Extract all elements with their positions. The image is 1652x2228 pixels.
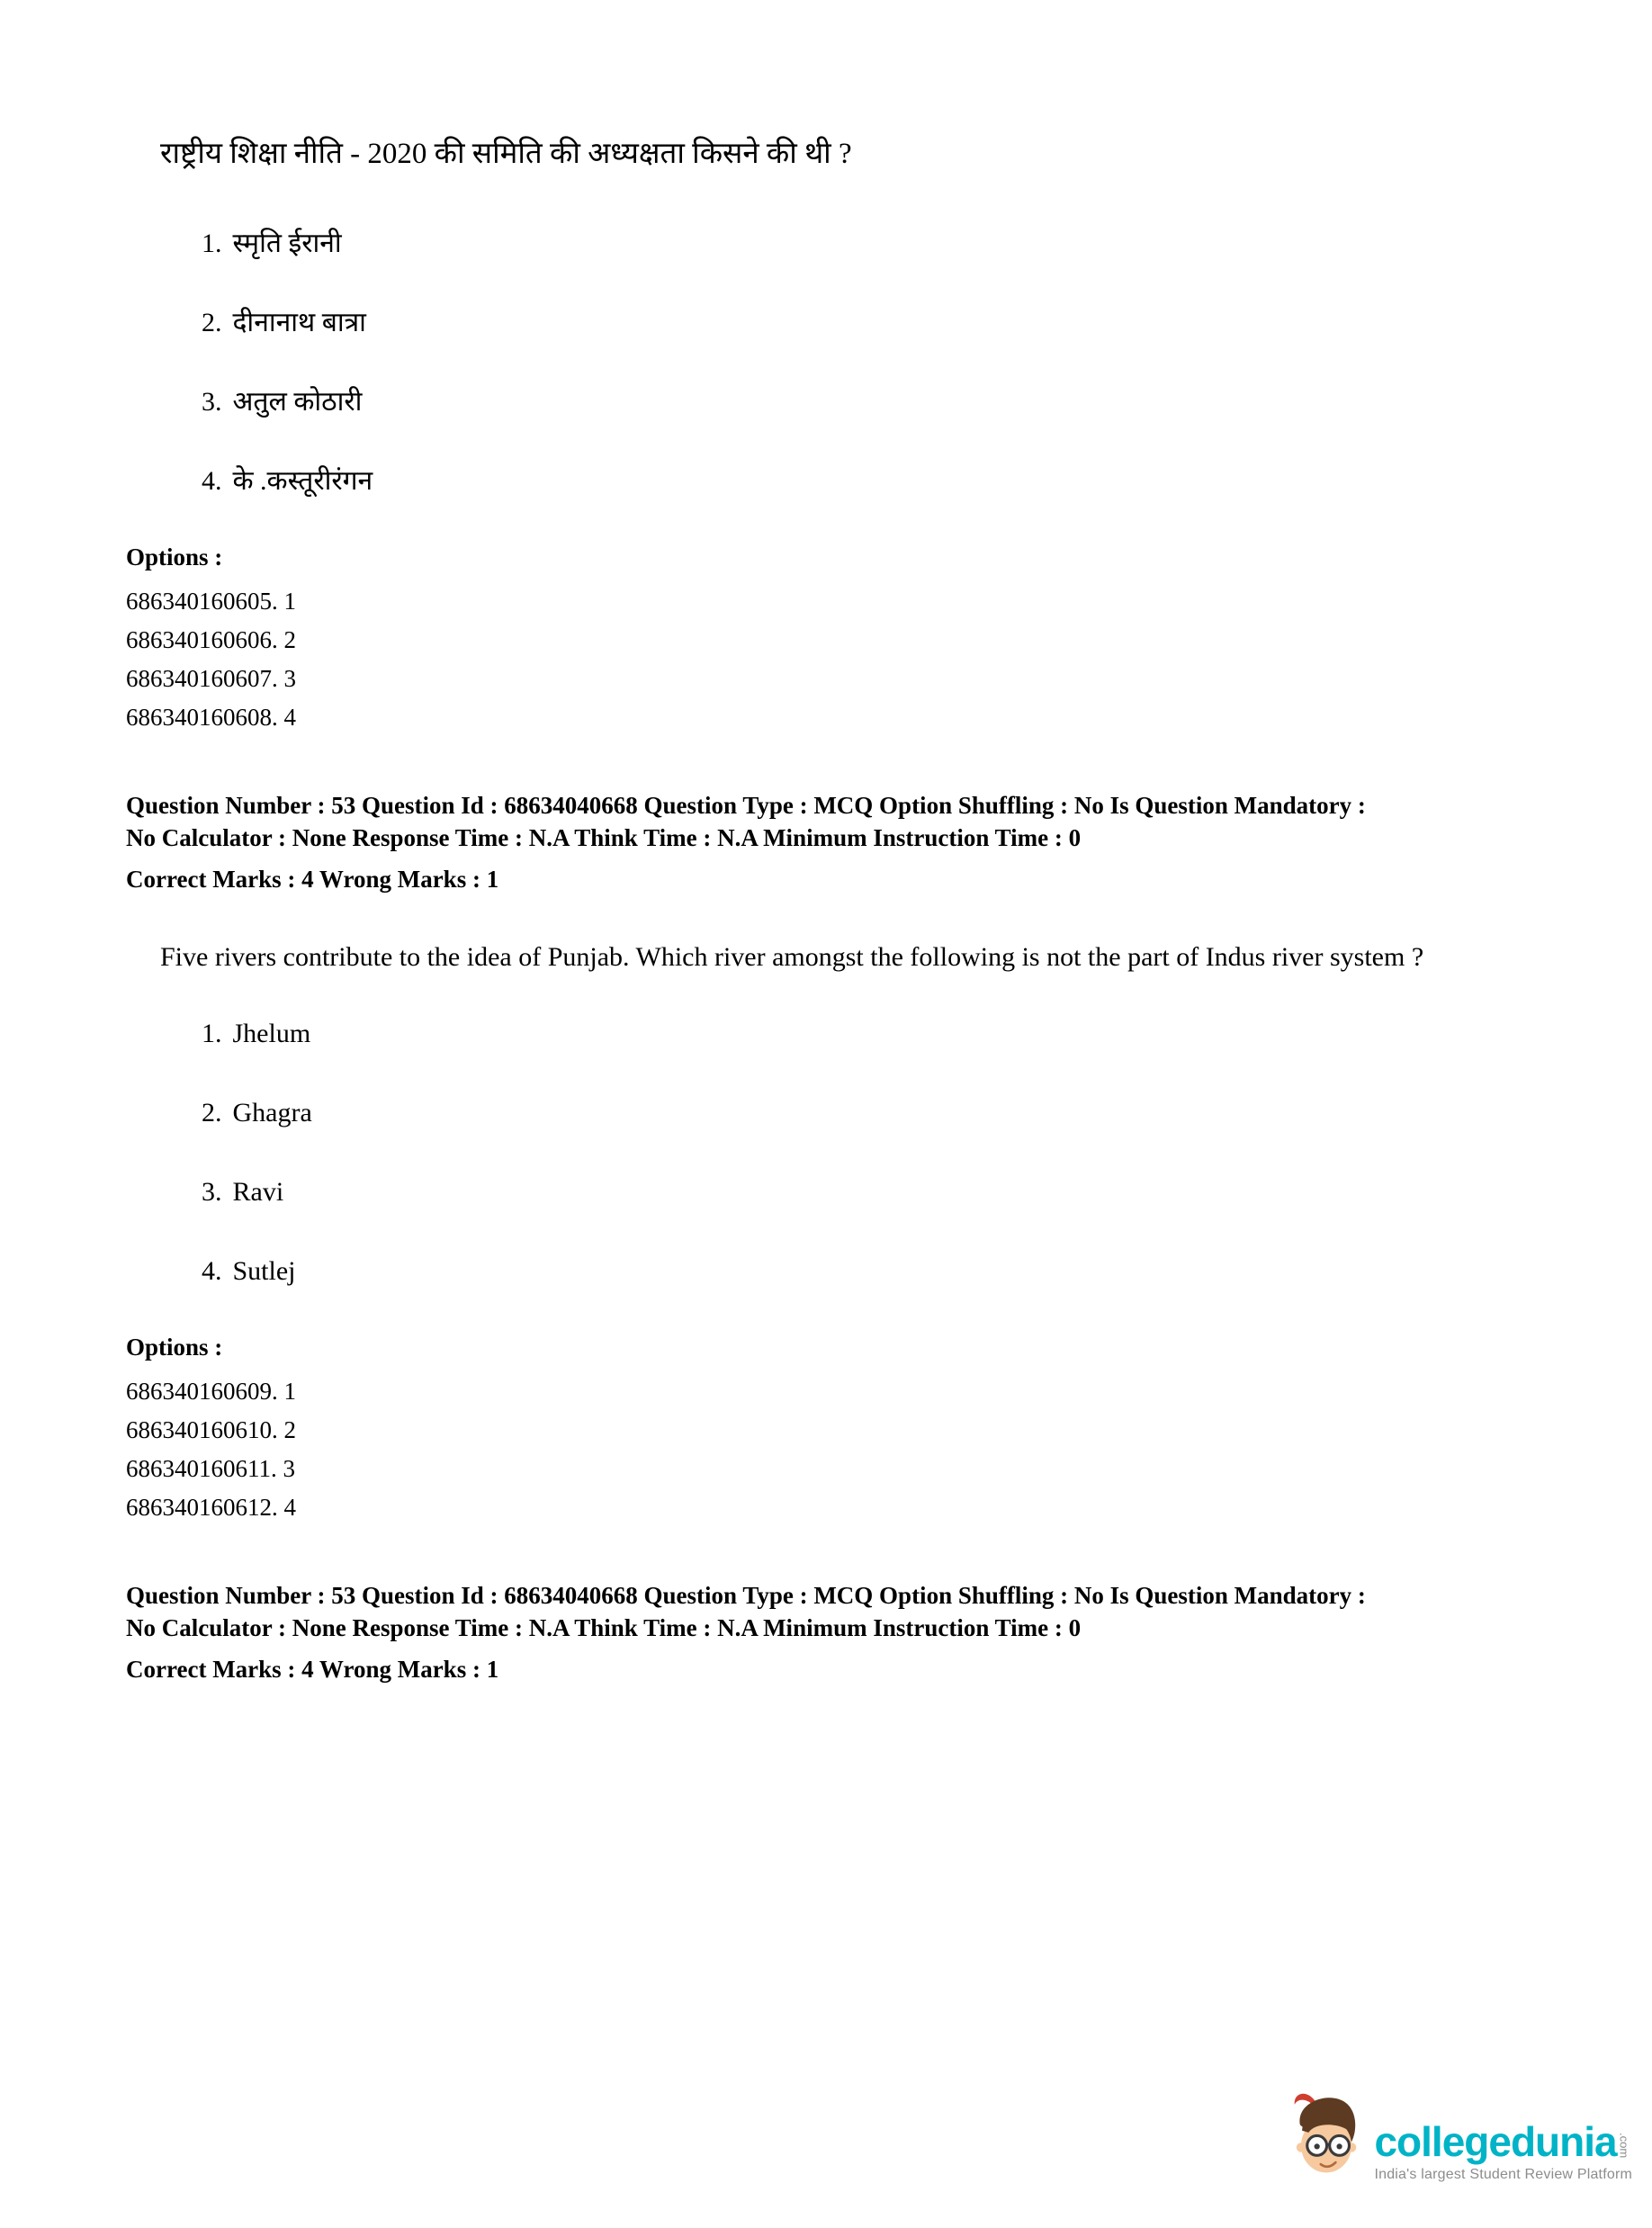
option-number: 4. [202, 1256, 222, 1286]
option-id-line: 686340160611. 3 [126, 1455, 295, 1482]
answer-option [202, 464, 1571, 499]
option-number: 1. [202, 229, 222, 258]
option-label: स्मृति ईरानी [232, 229, 342, 258]
brand-suffix: .com [1617, 2132, 1631, 2158]
option-id-line: 686340160609. 1 [126, 1378, 296, 1405]
answer-option [202, 1017, 1571, 1051]
option-label: Jhelum [232, 1019, 311, 1048]
option-label: Ghagra [232, 1098, 312, 1127]
question-block-hindi [126, 135, 1571, 737]
answer-option [202, 1096, 1571, 1130]
metadata-line: Question Number : 53 Question Id : 68634040668 Question Type : MCQ Option Shuffling : No Is Question Mandatory : [126, 792, 1366, 819]
brand-wordmark: collegedunia [1374, 2118, 1617, 2165]
question-metadata [126, 1579, 1571, 1685]
metadata-line: No Calculator : None Response Time : N.A Think Time : N.A Minimum Instruction Time : 0 [126, 1614, 1082, 1641]
option-number: 3. [202, 1177, 222, 1207]
answer-option [202, 306, 1571, 340]
brand-tagline: India's largest Student Review Platform [1374, 2167, 1632, 2182]
options-heading: Options : [126, 544, 223, 570]
options-heading: Options : [126, 1334, 223, 1361]
option-label: अतुल कोठारी [232, 387, 363, 417]
answer-option [202, 1175, 1571, 1209]
option-id-line: 686340160607. 3 [126, 665, 296, 692]
option-number: 4. [202, 466, 222, 496]
option-id-line: 686340160605. 1 [126, 588, 296, 615]
option-id-line: 686340160606. 2 [126, 626, 296, 653]
collegedunia-logo [1288, 2088, 1632, 2185]
collegedunia-mascot-icon [1288, 2088, 1363, 2185]
option-number: 1. [202, 1019, 222, 1048]
option-number: 3. [202, 387, 222, 417]
marks-line: Correct Marks : 4 Wrong Marks : 1 [126, 866, 499, 893]
option-id-line: 686340160608. 4 [126, 704, 296, 731]
answer-option [202, 227, 1571, 261]
question-text-english: Five rivers contribute to the idea of Punjab. Which river amongst the following is not the part of Indus river system ? [160, 942, 1424, 972]
question-text-hindi: राष्ट्रीय शिक्षा नीति - 2020 की समिति की अध्यक्षता किसने की थी ? [160, 138, 852, 170]
metadata-line: Question Number : 53 Question Id : 68634040668 Question Type : MCQ Option Shuffling : No Is Question Mandatory : [126, 1582, 1366, 1609]
option-number: 2. [202, 1098, 222, 1127]
brand-text-block [1374, 2118, 1632, 2185]
option-label: Ravi [232, 1177, 284, 1207]
option-number: 2. [202, 308, 222, 337]
question-block-english [126, 939, 1571, 1527]
metadata-line: No Calculator : None Response Time : N.A Think Time : N.A Minimum Instruction Time : 0 [126, 824, 1082, 851]
marks-line: Correct Marks : 4 Wrong Marks : 1 [126, 1656, 499, 1683]
option-label: दीनानाथ बात्रा [232, 308, 366, 337]
option-label: के .कस्तूरीरंगन [232, 466, 373, 496]
answer-option [202, 1254, 1571, 1289]
answer-option [202, 385, 1571, 419]
option-id-line: 686340160610. 2 [126, 1416, 296, 1443]
option-id-line: 686340160612. 4 [126, 1494, 296, 1521]
question-metadata [126, 789, 1571, 895]
option-label: Sutlej [232, 1256, 296, 1286]
